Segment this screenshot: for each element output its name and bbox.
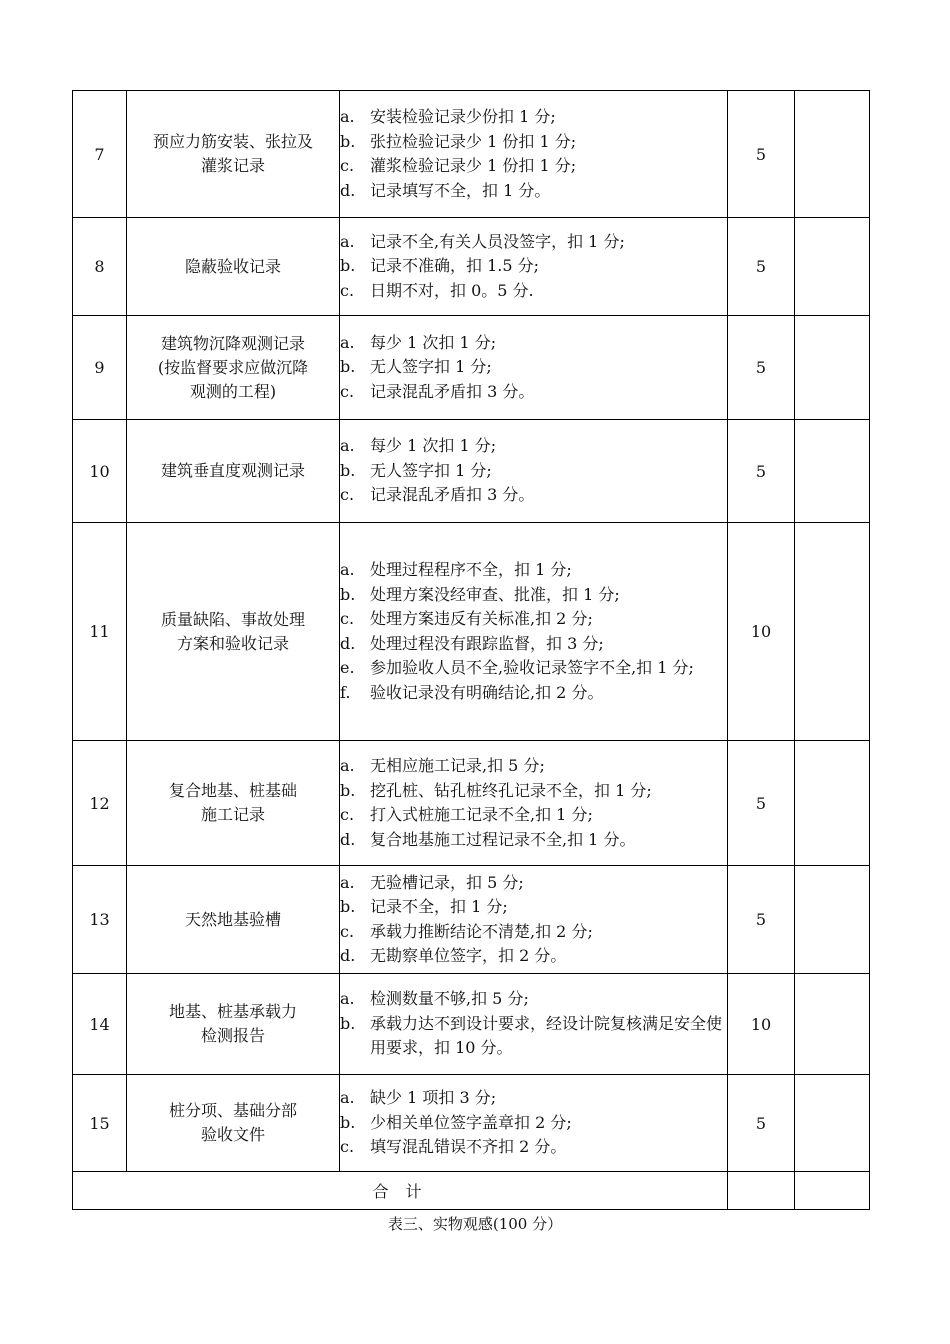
- row-number: 14: [73, 974, 127, 1075]
- table-row: [73, 91, 870, 218]
- table-row: [73, 420, 870, 523]
- max-points: 5: [728, 1075, 795, 1172]
- table-row: [73, 974, 870, 1075]
- check-item: [127, 316, 340, 420]
- criterion-marker: c.: [340, 1137, 355, 1157]
- check-item-line: 检测报告: [200, 1026, 265, 1045]
- row-number: 13: [73, 866, 127, 974]
- criterion-marker: a.: [340, 1088, 355, 1108]
- criterion-marker: a.: [340, 989, 355, 1009]
- criterion-text: 验收记录没有明确结论,扣 2 分。: [370, 682, 604, 702]
- criterion-text: 记录混乱矛盾扣 3 分。: [370, 485, 535, 505]
- deduction-criteria: [340, 91, 728, 218]
- check-item-line: 隐蔽验收记录: [184, 256, 281, 276]
- criterion: [340, 1086, 727, 1111]
- criterion-text: 处理方案违反有关标准,扣 2 分;: [370, 609, 593, 628]
- criterion-marker: b.: [340, 1112, 356, 1132]
- criterion-text: 记录不全，扣 1 分;: [370, 897, 508, 916]
- criterion: [340, 895, 727, 920]
- check-item-line: 灌浆记录: [200, 156, 265, 175]
- criterion-marker: f.: [340, 682, 351, 702]
- deduction-criteria: [340, 316, 728, 420]
- scoring-table: [72, 90, 870, 1210]
- criterion-text: 无相应施工记录,扣 5 分;: [370, 756, 545, 775]
- deduction-criteria: [340, 523, 728, 741]
- total-score-cell[interactable]: [795, 1172, 870, 1210]
- row-number: 8: [73, 218, 127, 316]
- criterion: [340, 987, 727, 1012]
- deduction-criteria: [340, 866, 728, 974]
- check-item-line: 预应力筋安装、张拉及: [152, 132, 313, 151]
- criterion-marker: a.: [340, 756, 355, 775]
- criterion: [340, 179, 727, 204]
- criterion-marker: c.: [340, 280, 355, 300]
- check-item: [127, 420, 340, 523]
- criterion-text: 记录不准确，扣 1.5 分;: [370, 256, 540, 276]
- criterion: [340, 459, 727, 484]
- criterion-text: 记录不全,有关人员没签字，扣 1 分;: [370, 231, 625, 251]
- criterion-marker: b.: [340, 256, 356, 276]
- row-number: 10: [73, 420, 127, 523]
- criterion-marker: c.: [340, 381, 355, 401]
- row-number: 9: [73, 316, 127, 420]
- criterion-marker: d.: [340, 829, 356, 849]
- criterion: [340, 1135, 727, 1160]
- criterion-text: 记录混乱矛盾扣 3 分。: [370, 381, 535, 401]
- criterion-text: 打入式桩施工记录不全,扣 1 分;: [370, 805, 593, 824]
- criterion-marker: d.: [340, 946, 356, 965]
- criterion-text: 处理方案没经审查、批准，扣 1 分;: [370, 584, 620, 604]
- criterion: [340, 607, 727, 632]
- score-cell[interactable]: [795, 523, 870, 741]
- check-item: [127, 741, 340, 866]
- max-points: 10: [728, 523, 795, 741]
- criterion-text: 缺少 1 项扣 3 分;: [370, 1088, 497, 1108]
- criterion-text: 参加验收人员不全,验收记录签字不全,扣 1 分;: [370, 658, 694, 677]
- criterion: [340, 355, 727, 380]
- max-points: 5: [728, 866, 795, 974]
- criterion-text: 每少 1 次扣 1 分;: [370, 436, 497, 456]
- criterion: [340, 681, 727, 706]
- table-row: [73, 741, 870, 866]
- max-points: 5: [728, 91, 795, 218]
- table-row: [73, 866, 870, 974]
- check-item: [127, 523, 340, 741]
- criterion-text: 检测数量不够,扣 5 分;: [370, 989, 529, 1009]
- table-row: [73, 523, 870, 741]
- criterion-text: 填写混乱错误不齐扣 2 分。: [370, 1137, 567, 1157]
- score-cell[interactable]: [795, 866, 870, 974]
- criterion-marker: c.: [340, 609, 355, 628]
- criterion-text: 灌浆检验记录少 1 份扣 1 分;: [370, 156, 577, 175]
- criterion: [340, 279, 727, 304]
- criterion-text: 日期不对，扣 0。5 分.: [370, 280, 534, 300]
- total-points-cell[interactable]: [728, 1172, 795, 1210]
- criterion-marker: d.: [340, 180, 356, 200]
- criterion-marker: e.: [340, 658, 355, 677]
- criterion: [340, 779, 727, 804]
- criterion: [340, 434, 727, 459]
- deduction-criteria: [340, 218, 728, 316]
- criterion-marker: b.: [340, 131, 356, 151]
- check-item-line: 建筑物沉降观测记录: [160, 333, 305, 353]
- criterion: [340, 828, 727, 853]
- score-cell[interactable]: [795, 741, 870, 866]
- criterion: [340, 558, 727, 583]
- criterion-text: 承载力推断结论不清楚,扣 2 分;: [370, 921, 593, 941]
- check-item-line: 地基、桩基承载力: [168, 1002, 297, 1021]
- check-item-line: (按监督要求应做沉降: [157, 357, 309, 377]
- criterion-marker: c.: [340, 156, 355, 175]
- criterion-marker: b.: [340, 584, 356, 604]
- check-item-line: 桩分项、基础分部: [168, 1101, 297, 1120]
- check-item: [127, 866, 340, 974]
- deduction-criteria: [340, 974, 728, 1075]
- criterion-marker: a.: [340, 560, 355, 579]
- criterion-marker: c.: [340, 805, 355, 824]
- criterion-marker: b.: [340, 357, 356, 377]
- criterion: [340, 331, 727, 356]
- criterion-marker: c.: [340, 921, 355, 941]
- table-row: [73, 218, 870, 316]
- criterion-text: 处理过程程序不全，扣 1 分;: [370, 560, 572, 579]
- deduction-criteria: [340, 1075, 728, 1172]
- criterion-text: 每少 1 次扣 1 分;: [370, 332, 497, 352]
- criterion-text: 无勘察单位签字，扣 2 分。: [370, 946, 567, 965]
- criterion: [340, 254, 727, 279]
- criterion-text: 处理过程没有跟踪监督，扣 3 分;: [370, 633, 604, 653]
- table-row: [73, 316, 870, 420]
- criterion: [340, 1111, 727, 1136]
- score-cell[interactable]: [795, 974, 870, 1075]
- check-item-line: 观测的工程): [189, 381, 277, 401]
- criterion: [340, 583, 727, 608]
- table-row: [73, 1075, 870, 1172]
- score-cell[interactable]: [795, 316, 870, 420]
- max-points: 5: [728, 420, 795, 523]
- criterion: [340, 483, 727, 508]
- total-label: 合 计: [73, 1172, 728, 1210]
- criterion-text: 张拉检验记录少 1 份扣 1 分;: [370, 131, 577, 151]
- criterion-marker: a.: [340, 107, 355, 126]
- criterion: [340, 1012, 727, 1061]
- criterion-marker: d.: [340, 633, 356, 653]
- criterion-marker: b.: [340, 897, 356, 916]
- criterion: [340, 754, 727, 779]
- criterion: [340, 920, 727, 945]
- max-points: 5: [728, 316, 795, 420]
- check-item-line: 天然地基验槽: [184, 909, 281, 929]
- check-item-line: 复合地基、桩基础: [168, 781, 297, 800]
- criterion-text: 记录填写不全，扣 1 分。: [370, 180, 551, 200]
- criterion-marker: a.: [340, 231, 355, 251]
- criterion: [340, 871, 727, 896]
- check-item-line: 施工记录: [200, 805, 265, 824]
- check-item: [127, 974, 340, 1075]
- criterion-marker: b.: [340, 1013, 356, 1033]
- criterion-marker: a.: [340, 332, 355, 352]
- criterion: [340, 105, 727, 130]
- score-cell[interactable]: [795, 218, 870, 316]
- criterion-text: 无验槽记录，扣 5 分;: [370, 872, 524, 892]
- row-number: 7: [73, 91, 127, 218]
- table-caption: 表三、实物观感(100 分）: [387, 1215, 563, 1233]
- criterion-text: 挖孔桩、钻孔桩终孔记录不全，扣 1 分;: [370, 780, 652, 800]
- criterion-text: 无人签字扣 1 分;: [370, 460, 492, 480]
- criterion: [340, 656, 727, 681]
- criterion: [340, 130, 727, 155]
- check-item-line: 方案和验收记录: [176, 633, 289, 653]
- row-number: 12: [73, 741, 127, 866]
- criterion: [340, 380, 727, 405]
- scoring-table-body: [73, 91, 870, 1210]
- criterion-text: 复合地基施工过程记录不全,扣 1 分。: [370, 829, 636, 849]
- total-row: [73, 1172, 870, 1210]
- criterion-marker: c.: [340, 485, 355, 505]
- deduction-criteria: [340, 420, 728, 523]
- criterion-text: 少相关单位签字盖章扣 2 分;: [370, 1112, 572, 1132]
- row-number: 15: [73, 1075, 127, 1172]
- criterion-marker: b.: [340, 460, 356, 480]
- criterion-text: 无人签字扣 1 分;: [370, 357, 492, 377]
- max-points: 10: [728, 974, 795, 1075]
- criterion-text: 承载力达不到设计要求，经设计院复核满足安全使用要求，扣 10 分。: [370, 1013, 723, 1058]
- row-number: 11: [73, 523, 127, 741]
- score-cell[interactable]: [795, 1075, 870, 1172]
- criterion: [340, 944, 727, 969]
- check-item: [127, 1075, 340, 1172]
- check-item-line: 质量缺陷、事故处理: [160, 609, 305, 629]
- max-points: 5: [728, 218, 795, 316]
- max-points: 5: [728, 741, 795, 866]
- criterion-marker: a.: [340, 436, 355, 456]
- deduction-criteria: [340, 741, 728, 866]
- criterion: [340, 803, 727, 828]
- check-item-line: 建筑垂直度观测记录: [160, 461, 305, 480]
- score-cell[interactable]: [795, 420, 870, 523]
- criterion: [340, 632, 727, 657]
- check-item-line: 验收文件: [200, 1125, 265, 1144]
- score-cell[interactable]: [795, 91, 870, 218]
- check-item: [127, 218, 340, 316]
- criterion: [340, 230, 727, 255]
- criterion-marker: b.: [340, 780, 356, 800]
- criterion: [340, 154, 727, 179]
- criterion-text: 安装检验记录少份扣 1 分;: [370, 107, 556, 126]
- check-item: [127, 91, 340, 218]
- criterion-marker: a.: [340, 872, 355, 892]
